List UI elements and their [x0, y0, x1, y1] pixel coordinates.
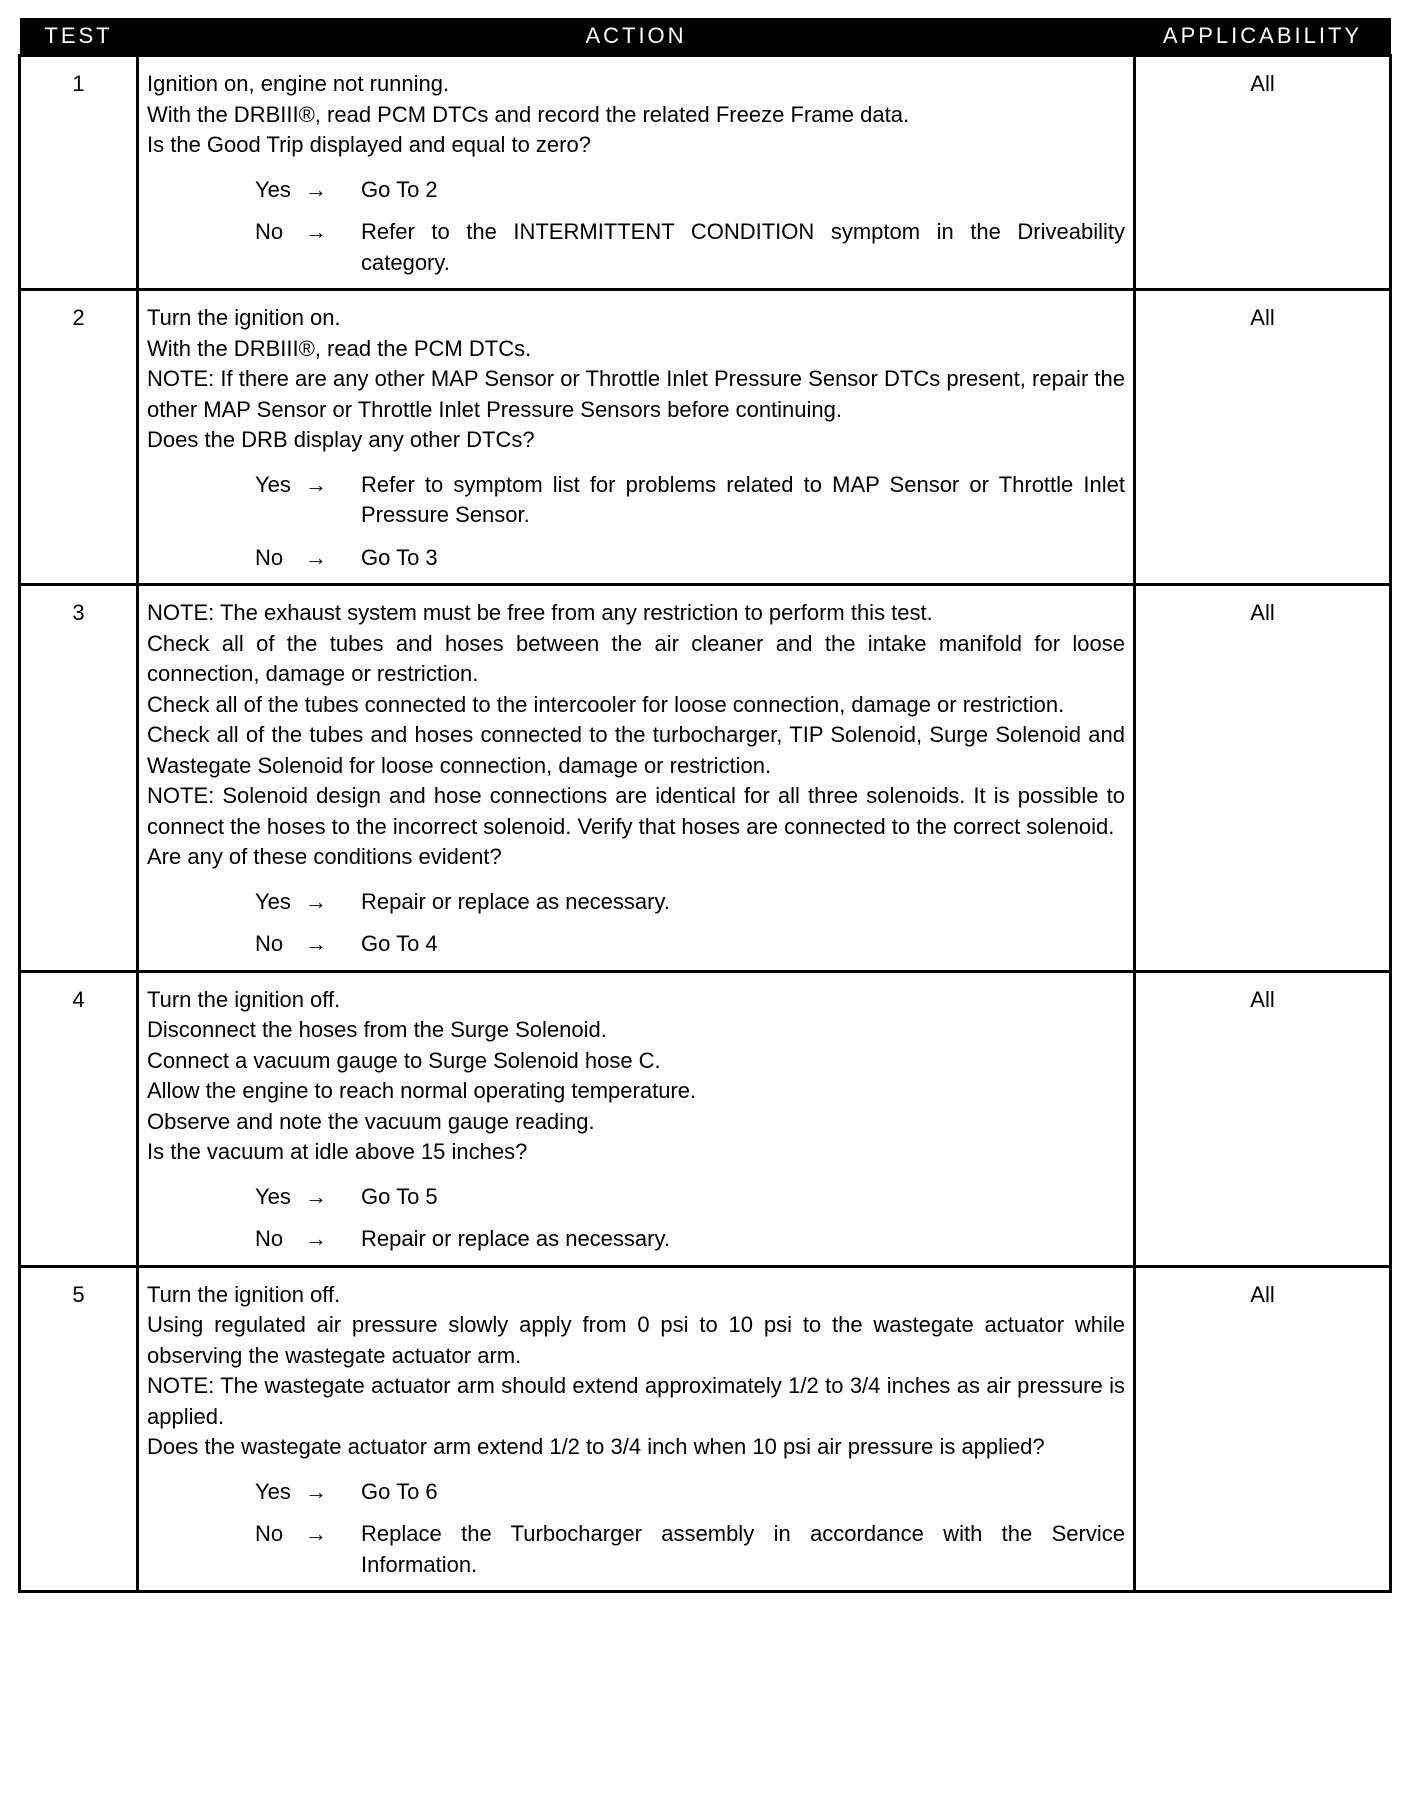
yes-result: Refer to symptom list for problems related to MAP Sensor or Throttle Inlet Pressure Sensor. — [361, 471, 1125, 527]
diagnostic-test-table — [18, 18, 1392, 1593]
test-action — [138, 1266, 1135, 1592]
answers — [147, 1477, 1125, 1581]
yes-label: Yes — [255, 176, 291, 202]
action-line: With the DRBIII®, read the PCM DTCs. — [147, 335, 532, 361]
action-line: Using regulated air pressure slowly apply from 0 psi to 10 psi to the wastegate actuator while observing the wastegate actuator arm. — [147, 1312, 1125, 1368]
header-test: TEST — [20, 18, 138, 56]
test-applicability: All — [1135, 585, 1391, 972]
test-number: 1 — [20, 56, 138, 290]
yes-result: Go To 2 — [361, 176, 438, 202]
action-line: Connect a vacuum gauge to Surge Solenoid hose C. — [147, 1047, 661, 1073]
yes-answer — [255, 1182, 1125, 1213]
table-body — [20, 56, 1391, 1592]
action-line: NOTE: The exhaust system must be free from any restriction to perform this test. — [147, 600, 933, 625]
yes-label: Yes — [255, 1183, 291, 1209]
no-result: Refer to the INTERMITTENT CONDITION symptom in the Driveability category. — [361, 219, 1125, 275]
yes-answer — [255, 470, 1125, 531]
no-label: No — [255, 931, 284, 956]
action-line: Check all of the tubes connected to the intercooler for loose connection, damage or restriction. — [147, 691, 1065, 717]
no-label: No — [255, 1521, 284, 1546]
action-line: NOTE: If there are any other MAP Sensor or Throttle Inlet Pressure Sensor DTCs present, repair the other MAP Sensor or Throttle Inlet Pressure Sensors before continuing. — [147, 366, 1125, 422]
yes-label: Yes — [255, 1478, 291, 1504]
no-answer — [255, 1519, 1125, 1580]
table-row — [20, 56, 1391, 290]
arrow-right-icon: → — [305, 471, 327, 497]
table-row — [20, 290, 1391, 585]
arrow-right-icon: → — [305, 176, 327, 202]
action-line: Is the Good Trip displayed and equal to zero? — [147, 132, 591, 157]
table-header — [20, 18, 1391, 56]
action-line: Turn the ignition off. — [147, 1281, 341, 1307]
arrow-right-icon: → — [305, 888, 327, 914]
test-number: 5 — [20, 1266, 138, 1592]
action-line: Check all of the tubes and hoses connected to the turbocharger, TIP Solenoid, Surge Solenoid and Wastegate Solenoid for loose connection, damage or restriction. — [147, 722, 1125, 778]
test-action — [138, 290, 1135, 585]
no-result: Replace the Turbocharger assembly in accordance with the Service Information. — [361, 1521, 1125, 1577]
no-result: Go To 3 — [361, 544, 438, 570]
test-applicability: All — [1135, 971, 1391, 1266]
answers — [147, 1182, 1125, 1255]
test-action — [138, 971, 1135, 1266]
action-line: Disconnect the hoses from the Surge Solenoid. — [147, 1017, 607, 1042]
no-label: No — [255, 544, 284, 570]
action-line: Turn the ignition on. — [147, 305, 341, 330]
yes-answer — [255, 887, 1125, 918]
answers — [147, 470, 1125, 574]
action-line: Observe and note the vacuum gauge reading. — [147, 1108, 595, 1134]
no-result: Repair or replace as necessary. — [361, 1226, 670, 1251]
action-line: Is the vacuum at idle above 15 inches? — [147, 1139, 528, 1164]
arrow-right-icon: → — [305, 1226, 327, 1251]
yes-result: Go To 5 — [361, 1183, 438, 1209]
test-action — [138, 56, 1135, 290]
test-applicability: All — [1135, 56, 1391, 290]
no-label: No — [255, 219, 284, 244]
action-line: Are any of these conditions evident? — [147, 844, 502, 869]
no-answer — [255, 929, 1125, 960]
no-answer — [255, 1224, 1125, 1255]
test-number: 4 — [20, 971, 138, 1266]
no-label: No — [255, 1226, 284, 1251]
action-line: NOTE: The wastegate actuator arm should extend approximately 1/2 to 3/4 inches as air pressure is applied. — [147, 1373, 1125, 1429]
action-line: Ignition on, engine not running. — [147, 71, 450, 96]
action-line: NOTE: Solenoid design and hose connections are identical for all three solenoids. It is possible to connect the hoses to the incorrect solenoid. Verify that hoses are connected to the correct solenoid. — [147, 783, 1125, 839]
action-line: Turn the ignition off. — [147, 986, 341, 1012]
table-row — [20, 585, 1391, 972]
action-line: Does the wastegate actuator arm extend 1/2 to 3/4 inch when 10 psi air pressure is applied? — [147, 1434, 1045, 1459]
test-number: 3 — [20, 585, 138, 972]
action-line: Does the DRB display any other DTCs? — [147, 427, 535, 452]
no-answer — [255, 217, 1125, 278]
arrow-right-icon: → — [305, 544, 327, 570]
yes-result: Repair or replace as necessary. — [361, 888, 670, 914]
yes-label: Yes — [255, 888, 291, 914]
arrow-right-icon: → — [305, 1183, 327, 1209]
yes-result: Go To 6 — [361, 1478, 438, 1504]
test-applicability: All — [1135, 290, 1391, 585]
arrow-right-icon: → — [305, 1521, 327, 1546]
diagnostic-test-table-wrapper — [18, 18, 1392, 1593]
yes-answer — [255, 1477, 1125, 1508]
test-action — [138, 585, 1135, 972]
header-applicability: APPLICABILITY — [1135, 18, 1391, 56]
yes-label: Yes — [255, 471, 291, 497]
test-applicability: All — [1135, 1266, 1391, 1592]
table-row — [20, 971, 1391, 1266]
test-number: 2 — [20, 290, 138, 585]
table-row — [20, 1266, 1391, 1592]
header-action: ACTION — [138, 18, 1135, 56]
action-line: Check all of the tubes and hoses between the air cleaner and the intake manifold for loose connection, damage or restriction. — [147, 630, 1125, 686]
yes-answer — [255, 175, 1125, 206]
no-result: Go To 4 — [361, 931, 438, 956]
arrow-right-icon: → — [305, 219, 327, 244]
arrow-right-icon: → — [305, 931, 327, 956]
answers — [147, 887, 1125, 960]
no-answer — [255, 543, 1125, 574]
arrow-right-icon: → — [305, 1478, 327, 1504]
action-line: With the DRBIII®, read PCM DTCs and record the related Freeze Frame data. — [147, 101, 910, 127]
action-line: Allow the engine to reach normal operating temperature. — [147, 1078, 697, 1103]
answers — [147, 175, 1125, 279]
